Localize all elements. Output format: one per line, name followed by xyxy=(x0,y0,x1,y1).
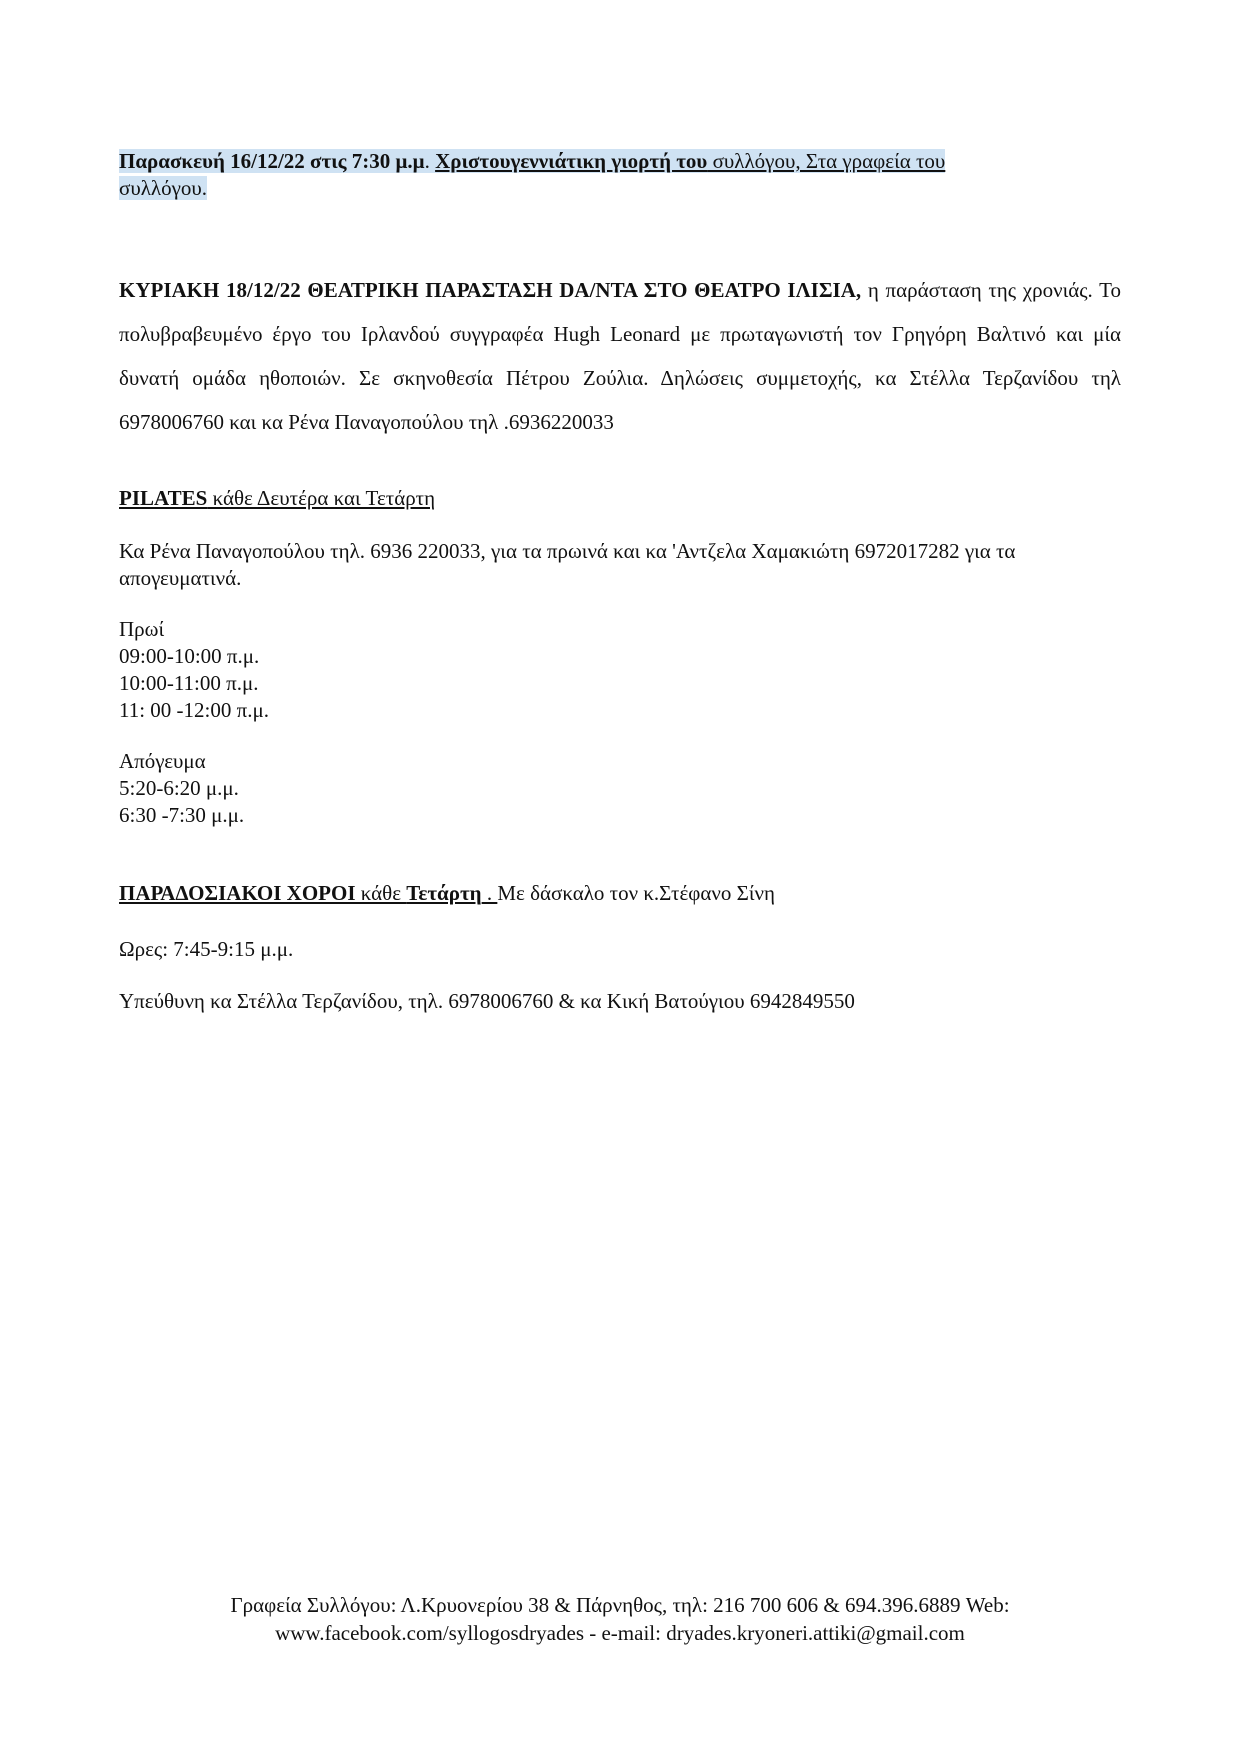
footer-contacts: www.facebook.com/syllogosdryades - e-mail: dryades.kryoneri.attiki@gmail.com xyxy=(275,1621,965,1645)
pilates-slot: 5:20-6:20 μ.μ. xyxy=(119,776,239,800)
footer-address: Γραφεία Συλλόγου: Λ.Κρυονερίου 38 & Πάρνηθος, τηλ: 216 700 606 & 694.396.6889 Web: xyxy=(230,1593,1010,1617)
pilates-slot: 6:30 -7:30 μ.μ. xyxy=(119,803,245,827)
pilates-evening-label: Απόγευμα xyxy=(119,749,206,773)
event-christmas-line1: Παρασκευή 16/12/22 στις 7:30 μ.μ. Χριστουγεννιάτικη γιορτή του συλλόγου, Στα γραφεία του xyxy=(119,149,946,173)
event-theatre xyxy=(119,268,1121,444)
dances-teacher: Με δάσκαλο τον κ.Στέφανο Σίνη xyxy=(497,881,775,905)
event-theatre-paragraph xyxy=(119,268,1121,444)
event-christmas xyxy=(119,148,1121,202)
pilates-slot: 11: 00 -12:00 π.μ. xyxy=(119,698,269,722)
footer xyxy=(119,1591,1121,1647)
pilates-morning xyxy=(119,616,1121,724)
pilates-contacts: Κα Ρένα Παναγοπούλου τηλ. 6936 220033, για τα πρωινά και κα 'Αντζελα Χαμακιώτη 6972017282 για τα απογευματινά. xyxy=(119,539,1016,590)
pilates-slot: 10:00-11:00 π.μ. xyxy=(119,671,259,695)
dances-title: ΠΑΡΑΔΟΣΙΑΚΟΙ ΧΟΡΟΙ κάθε Τετάρτη . Με δάσκαλο τον κ.Στέφανο Σίνη xyxy=(119,881,775,905)
event-theatre-body: η παράσταση της χρονιάς. Το πολυβραβευμένο έργο του Ιρλανδού συγγραφέα Hugh Leonard με πρωταγωνιστή τον Γρηγόρη Βαλτινό και μία δυνατή ομάδα ηθοποιών. Σε σκηνοθεσία Πέτρου Ζούλια. Δηλώσεις συμμετοχής, κα Στέλλα Τερζανίδου τηλ 6978006760 και κα Ρένα Παναγοπούλου τηλ .6936220033 xyxy=(119,278,1121,434)
event-theatre-heading: ΚΥΡΙΑΚΗ 18/12/22 ΘΕΑΤΡΙΚΗ ΠΑΡΑΣΤΑΣΗ DA/NTA ΣΤΟ ΘΕΑΤΡΟ ΙΛΙΣΙΑ, xyxy=(119,278,862,302)
pilates-morning-label: Πρωί xyxy=(119,617,165,641)
pilates-title: PILATES κάθε Δευτέρα και Τετάρτη xyxy=(119,486,436,510)
pilates-evening xyxy=(119,748,1121,829)
event-christmas-title: Χριστουγεννιάτικη γιορτή του xyxy=(435,149,708,173)
pilates-slot: 09:00-10:00 π.μ. xyxy=(119,644,260,668)
dances-hours: Ωρες: 7:45-9:15 μ.μ. xyxy=(119,937,294,961)
event-christmas-date: Παρασκευή 16/12/22 στις 7:30 μ.μ xyxy=(119,149,425,173)
event-christmas-line2: συλλόγου. xyxy=(119,176,208,200)
dances-responsible: Υπεύθυνη κα Στέλλα Τερζανίδου, τηλ. 6978006760 & κα Κική Βατούγιου 6942849550 xyxy=(119,989,855,1013)
